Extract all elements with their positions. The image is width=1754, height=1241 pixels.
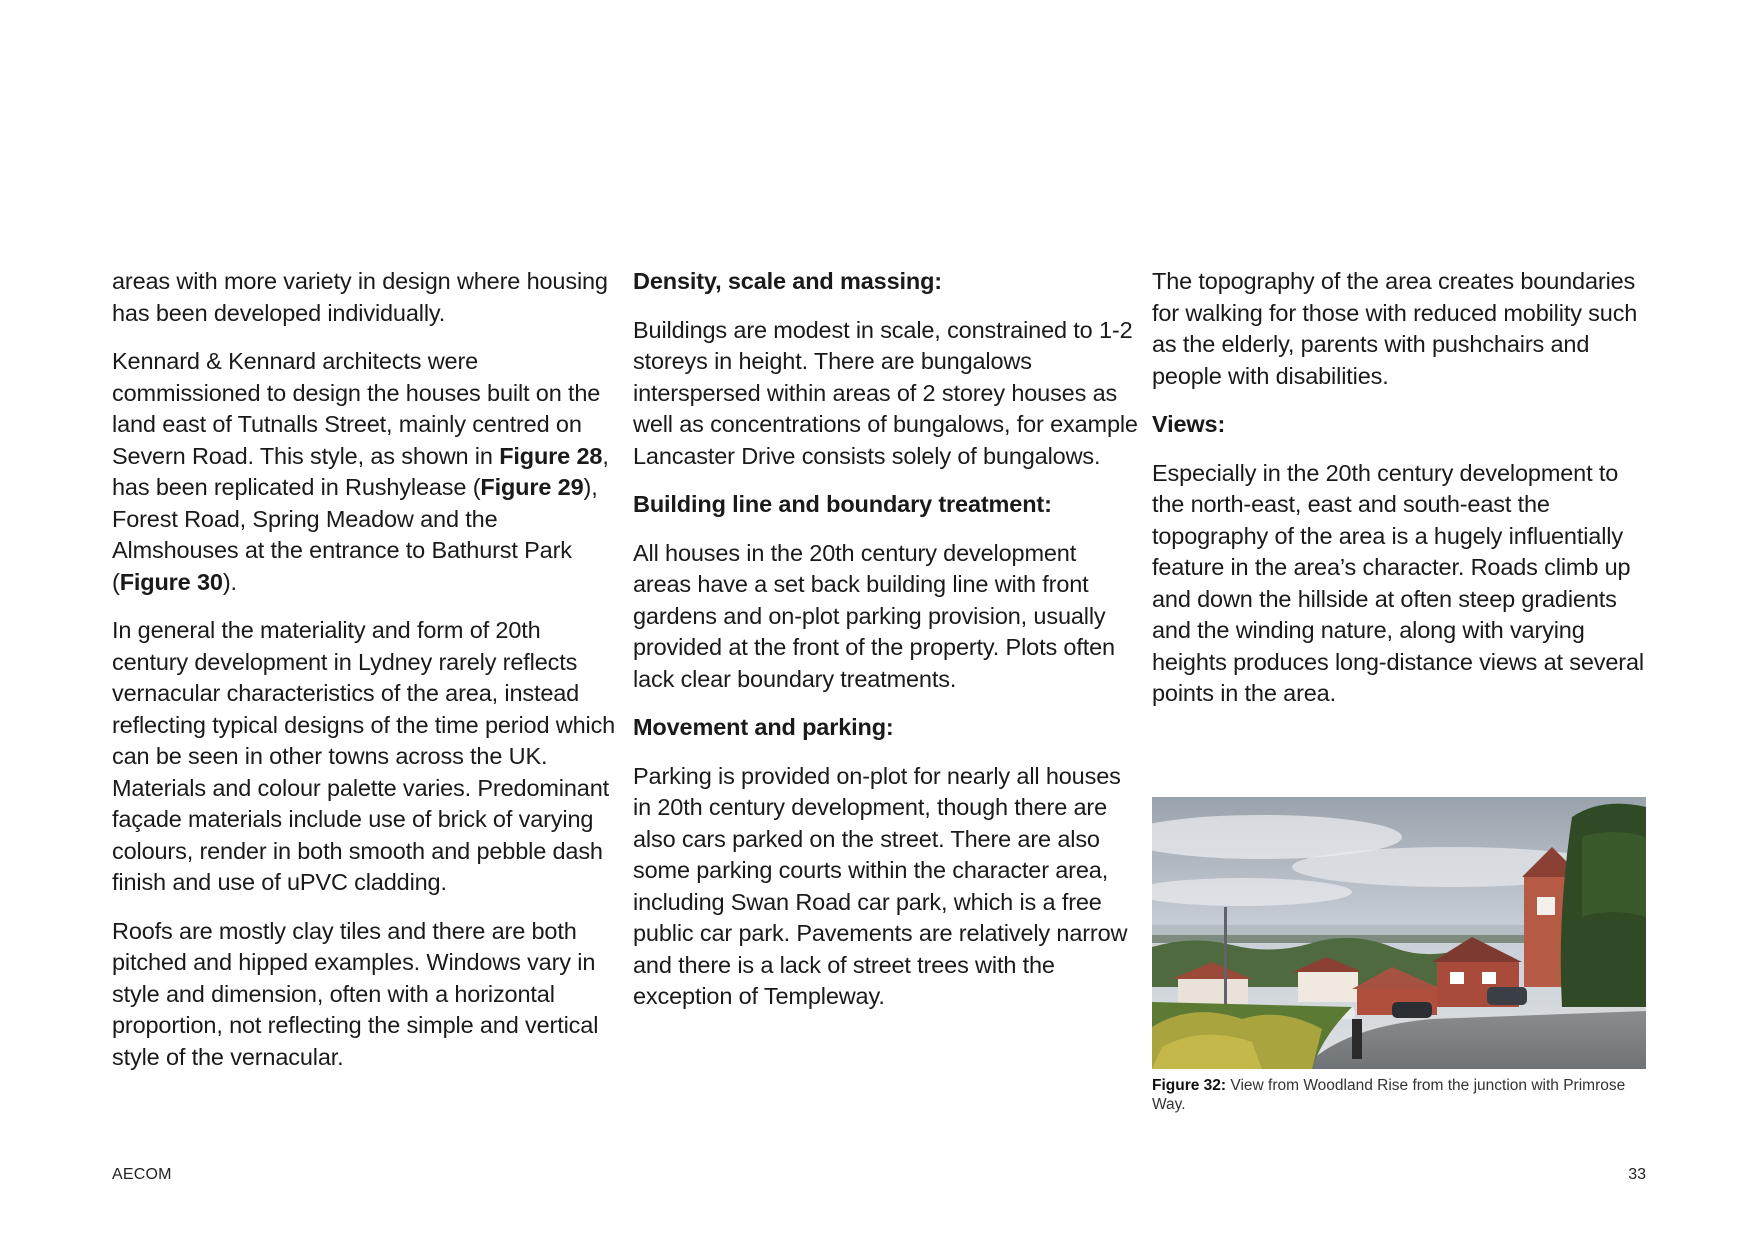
figure-photo: [1152, 797, 1646, 1069]
text-column-left: [112, 266, 617, 1090]
figure-reference: Figure 30: [119, 568, 223, 595]
text-column-right: [1152, 266, 1652, 727]
text-run: ).: [222, 568, 237, 595]
text-run: Kennard & Kennard architects were commissioned to design the houses built on the land east of Tutnalls Street, mainly centred on Severn Road. This style, as shown in: [112, 348, 601, 469]
figure-reference: Figure 29: [480, 474, 584, 500]
section-heading: Density, scale and massing:: [633, 268, 942, 294]
text-run: ), Forest Road, Spring Meadow and the Almshouses at the entrance to Bathurst Park (: [112, 474, 598, 595]
paragraph: All houses in the 20th century development areas have a set back building line with front gardens and on-plot parking provision, usually provided at the front of the property. Plots often lack clear boundary treatments.: [633, 539, 1115, 692]
footer-brand: AECOM: [112, 1166, 172, 1183]
paragraph: Roofs are mostly clay tiles and there are both pitched and hipped examples. Windows vary in style and dimension, often with a horizontal proportion, not reflecting the simple and vertical style of the vernacular.: [112, 917, 599, 1070]
section-heading: Movement and parking:: [633, 714, 894, 740]
section-heading: Views:: [1152, 411, 1226, 437]
section-heading: Building line and boundary treatment:: [633, 491, 1052, 517]
figure-caption-text: View from Woodland Rise from the junction with Primrose Way.: [1152, 1077, 1626, 1113]
page-number: 33: [1628, 1166, 1646, 1183]
paragraph: Parking is provided on-plot for nearly all houses in 20th century development, though there are also cars parked on the street. There are also some parking courts within the character area, including Swan Road car park, which is a free public car park. Pavements are relatively narrow and there is a lack of street trees with the exception of Templeway.: [633, 762, 1128, 1009]
figure-label: Figure 32:: [1152, 1077, 1227, 1094]
figure-caption: [1152, 1076, 1646, 1114]
paragraph: In general the materiality and form of 20th century development in Lydney rarely reflects vernacular characteristics of the area, instead reflecting typical designs of the time period which can be seen in other towns across the UK. Materials and colour palette varies. Predominant façade materials include use of brick of varying colours, render in both smooth and pebble dash finish and use of uPVC cladding.: [112, 617, 616, 895]
paragraph: areas with more variety in design where housing has been developed individually.: [112, 268, 608, 326]
paragraph: Buildings are modest in scale, constrained to 1-2 storeys in height. There are bungalows interspersed within areas of 2 storey houses as well as concentrations of bungalows, for example Lancaster Drive consists solely of bungalows.: [633, 316, 1138, 469]
paragraph: Especially in the 20th century development to the north-east, east and south-east the topography of the area is a hugely influentially feature in the area’s character. Roads climb up and down the hillside at often steep gradients and the winding nature, along with varying heights produces long-distance views at several points in the area.: [1152, 459, 1644, 706]
paragraph: The topography of the area creates boundaries for walking for those with reduced mobility such as the elderly, parents with pushchairs and people with disabilities.: [1152, 268, 1638, 389]
figure-reference: Figure 28: [499, 442, 603, 469]
text-column-middle: [633, 266, 1138, 1030]
paragraph: [112, 346, 617, 598]
text-run: , has been replicated in Rushylease (: [112, 442, 609, 500]
